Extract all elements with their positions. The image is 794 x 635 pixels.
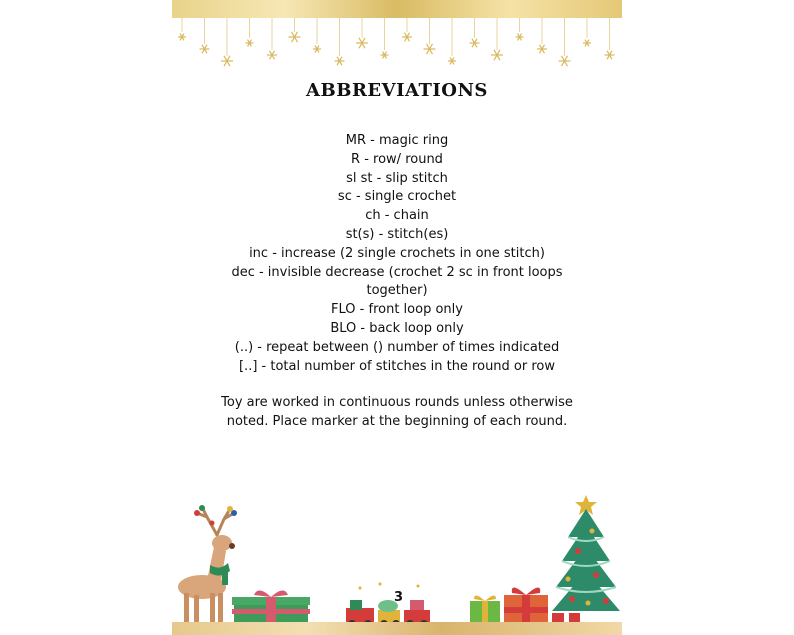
toy-train-illustration xyxy=(340,578,440,628)
note-line: noted. Place marker at the beginning of each round. xyxy=(226,413,568,429)
list-item: [..] - total number of stitches in the round or row xyxy=(238,358,556,374)
snowflake-icon xyxy=(537,45,547,54)
list-item: inc - increase (2 single crochets in one stitch) xyxy=(249,245,545,261)
abbreviation-list xyxy=(222,132,572,376)
snowflake-icon xyxy=(289,32,301,42)
snowflake-icon xyxy=(424,44,436,54)
snowflake-icon xyxy=(246,40,254,47)
list-item: MR - magic ring xyxy=(345,133,449,148)
list-item: st(s) - stitch(es) xyxy=(345,226,449,242)
list-item: ch - chain xyxy=(365,208,429,224)
snowflake-icon xyxy=(221,56,233,66)
snowflake-icon xyxy=(605,51,615,60)
snowflake-icon xyxy=(402,33,412,42)
page-title: ABBREVIATIONS xyxy=(306,80,488,101)
list-item: together) xyxy=(366,283,428,299)
snowflake-icon xyxy=(470,39,480,48)
snowflake-icon xyxy=(381,52,389,59)
snowflake-icon xyxy=(200,45,210,54)
snowflake-icon xyxy=(491,50,503,60)
note-line: Toy are worked in continuous rounds unless otherwise xyxy=(221,395,573,410)
list-item: sl st - slip stitch xyxy=(346,170,448,186)
list-item: sc - single crochet xyxy=(337,189,457,205)
christmas-tree-illustration xyxy=(468,495,622,630)
list-item: BLO - back loop only xyxy=(330,320,464,336)
snowflake-icon xyxy=(583,40,591,47)
snowflake-icon xyxy=(516,34,524,41)
list-item: FLO - front loop only xyxy=(331,302,463,318)
list-item: R - row/ round xyxy=(351,151,443,167)
snowflake-icon xyxy=(559,56,571,66)
snowflake-icon xyxy=(178,34,186,41)
list-item: dec - invisible decrease (crochet 2 sc in front loops xyxy=(231,264,563,280)
snowflake-icon xyxy=(267,51,277,60)
snowflake-icon xyxy=(356,38,368,48)
gold-ground-band xyxy=(172,622,622,635)
snowflake-icon xyxy=(335,57,345,66)
snowflake-icon xyxy=(448,58,456,65)
list-item: (..) - repeat between () number of times indicated xyxy=(234,339,560,355)
instruction-note xyxy=(212,394,582,432)
reindeer-illustration xyxy=(172,505,312,630)
snowflake-garland xyxy=(172,0,622,70)
snowflake-icon xyxy=(313,46,321,53)
page-number: 3 xyxy=(394,590,404,605)
document-page xyxy=(172,0,622,635)
